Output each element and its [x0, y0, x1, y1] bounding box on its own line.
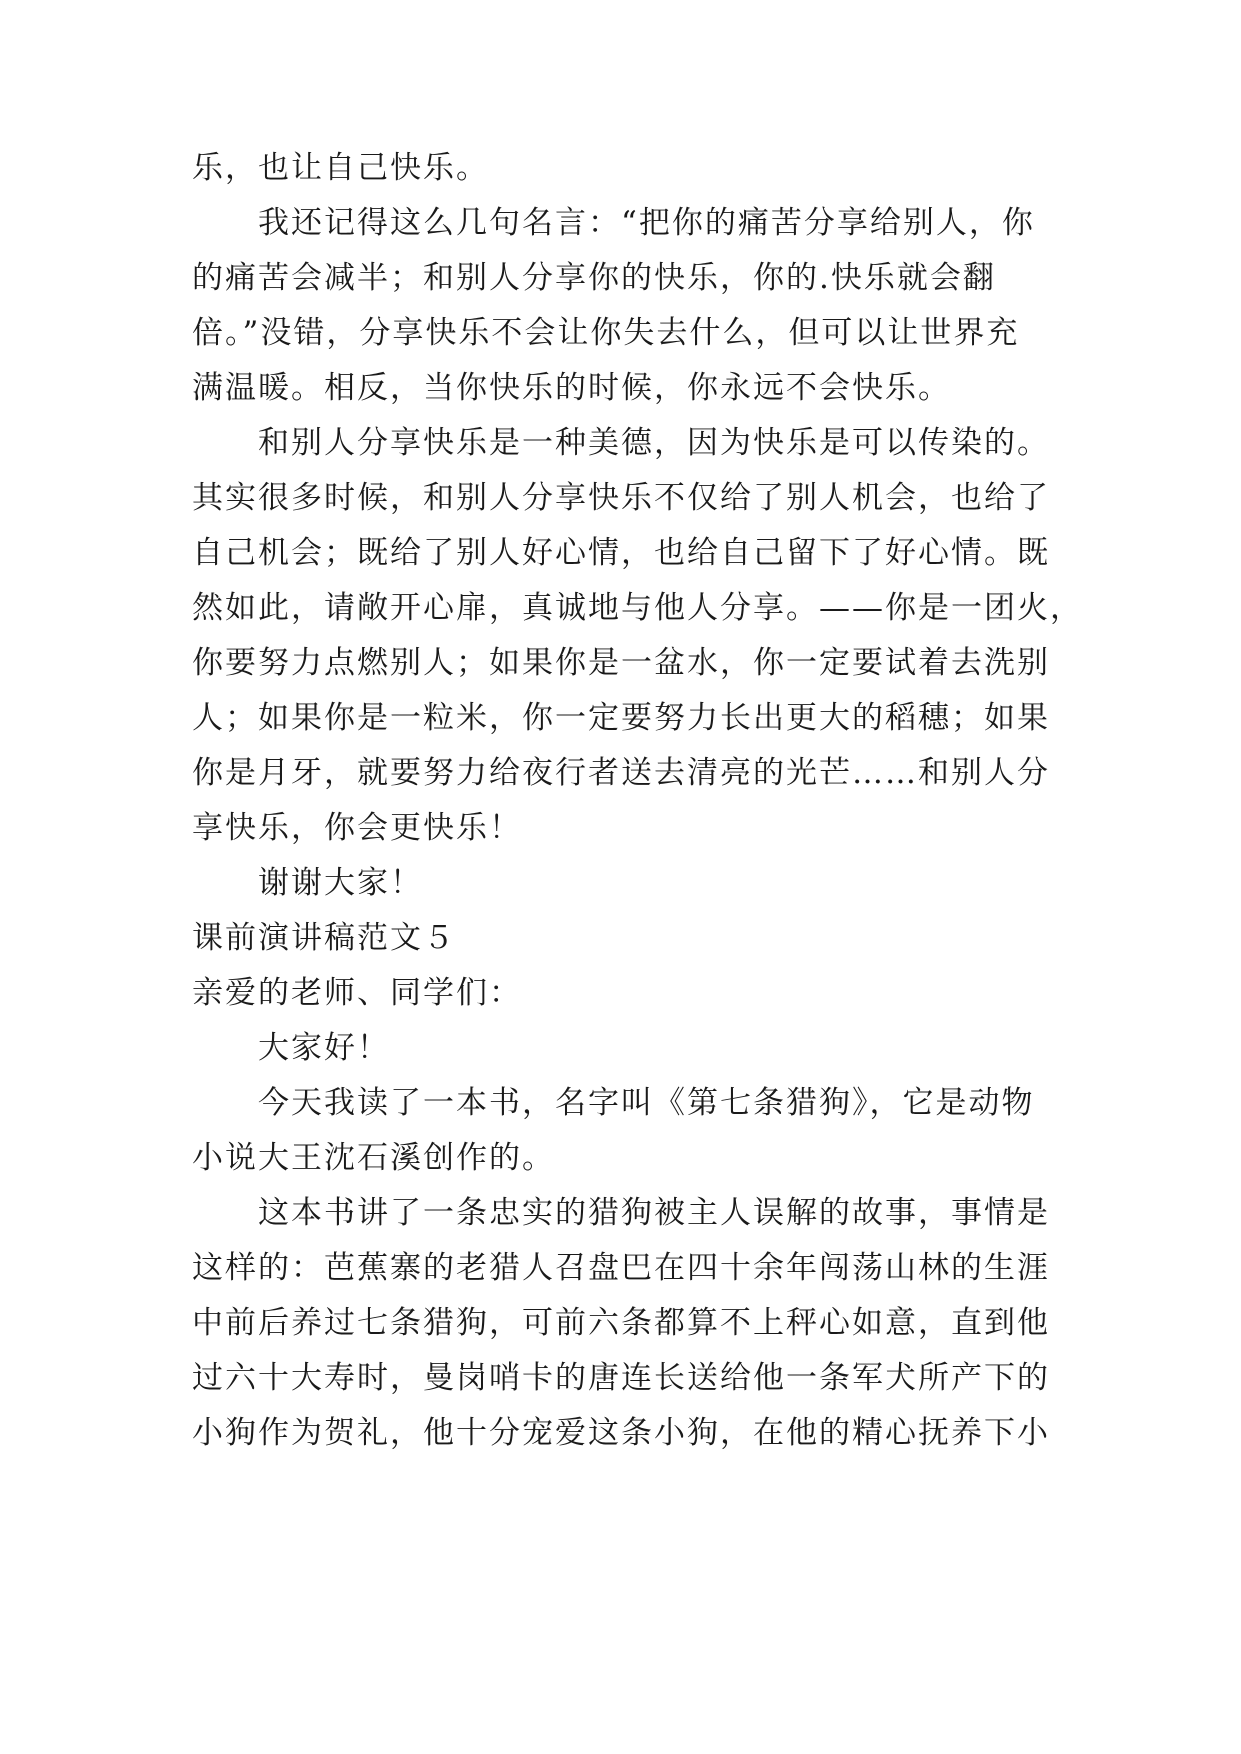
text-line: 人；如果你是一粒米，你一定要努力长出更大的稻穗；如果 — [192, 700, 1050, 736]
closing-line: 谢谢大家！ — [258, 865, 423, 901]
paragraph-start-line: 和别人分享快乐是一种美德，因为快乐是可以传染的。 — [258, 425, 1050, 461]
text-line: 享快乐，你会更快乐！ — [192, 810, 522, 846]
text-line: 自己机会；既给了别人好心情，也给自己留下了好心情。既 — [192, 535, 1050, 571]
text-line: 其实很多时候，和别人分享快乐不仅给了别人机会，也给了 — [192, 480, 1050, 516]
text-line: 你要努力点燃别人；如果你是一盆水，你一定要试着去洗别 — [192, 645, 1050, 681]
text-line: 这样的：芭蕉寨的老猎人召盘巴在四十余年闯荡山林的生涯 — [192, 1250, 1050, 1286]
greeting-line: 大家好！ — [258, 1030, 390, 1066]
text-line: 然如此，请敞开心扉，真诚地与他人分享。——你是一团火， — [192, 590, 1083, 626]
section-heading: 课前演讲稿范文５ — [192, 920, 456, 956]
text-line: 过六十大寿时，曼岗哨卡的唐连长送给他一条军犬所产下的 — [192, 1360, 1050, 1396]
paragraph-start-line: 这本书讲了一条忠实的猎狗被主人误解的故事，事情是 — [258, 1195, 1050, 1231]
paragraph-start-line: 我还记得这么几句名言：“把你的痛苦分享给别人，你 — [258, 205, 1035, 241]
text-line: 满温暖。相反，当你快乐的时候，你永远不会快乐。 — [192, 370, 951, 406]
text-line: 小说大王沈石溪创作的。 — [192, 1140, 555, 1176]
text-line: 你是月牙，就要努力给夜行者送去清亮的光芒……和别人分 — [192, 755, 1050, 791]
text-line: 中前后养过七条猎狗，可前六条都算不上秤心如意，直到他 — [192, 1305, 1050, 1341]
salutation-line: 亲爱的老师、同学们： — [192, 975, 522, 1011]
text-line: 倍。”没错，分享快乐不会让你失去什么，但可以让世界充 — [192, 315, 1020, 351]
paragraph-start-line: 今天我读了一本书，名字叫《第七条猎狗》，它是动物 — [258, 1085, 1035, 1121]
text-line: 小狗作为贺礼，他十分宠爱这条小狗，在他的精心抚养下小 — [192, 1415, 1050, 1451]
text-line: 乐，也让自己快乐。 — [192, 150, 489, 186]
text-line: 的痛苦会减半；和别人分享你的快乐，你的.快乐就会翻 — [192, 260, 996, 296]
